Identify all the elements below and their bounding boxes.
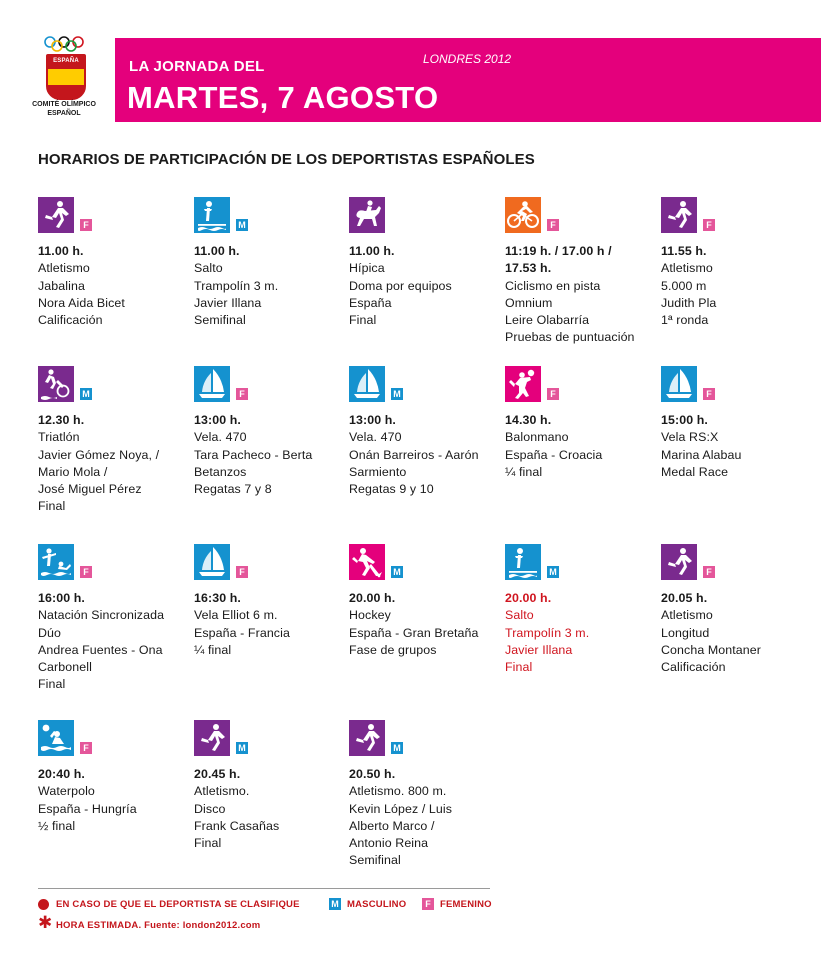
sailing-icon: [661, 366, 697, 402]
male-badge: M: [391, 566, 403, 578]
event-icons: [194, 366, 346, 406]
event-sport: Atletismo: [38, 261, 90, 276]
sailing-icon: [194, 544, 230, 580]
event-icons: [194, 544, 346, 584]
event-icons: [505, 197, 657, 237]
event-sport: Atletismo: [661, 261, 713, 276]
event-details: [194, 243, 346, 329]
event-detail-line: Omnium: [505, 295, 553, 310]
event-detail-line: Concha Montaner: [661, 642, 761, 657]
event-details: [349, 766, 501, 870]
event-time: 12.30 h.: [38, 413, 85, 427]
male-badge: M: [391, 742, 403, 754]
event-card: [661, 544, 813, 676]
event-card: [505, 544, 657, 676]
event-sport: Atletismo: [661, 608, 713, 623]
event-details: [349, 412, 501, 498]
event-detail-line: Dúo: [38, 625, 62, 640]
event-icons: [661, 197, 813, 237]
spain-shield-icon: [46, 54, 86, 100]
event-detail-line: Pruebas de puntuación: [505, 330, 635, 345]
event-detail-line: Fase de grupos: [349, 642, 437, 657]
event-sport: Hockey: [349, 608, 391, 623]
event-detail-line: España: [349, 295, 392, 310]
water-polo-icon: [38, 720, 74, 756]
event-time: 13:00 h.: [349, 413, 396, 427]
event-detail-line: Final: [194, 836, 222, 851]
event-detail-line: Leire Olabarría: [505, 313, 590, 328]
event-time: 14.30 h.: [505, 413, 552, 427]
event-sport: Triatlón: [38, 430, 80, 445]
event-time: 16:30 h.: [194, 591, 241, 605]
male-badge: M: [236, 742, 248, 754]
event-details: [349, 243, 501, 329]
event-detail-line: Doma por equipos: [349, 278, 452, 293]
female-badge: F: [547, 388, 559, 400]
athletics-icon: [194, 720, 230, 756]
event-time: 11.00 h.: [349, 244, 395, 258]
event-detail-line: Sarmiento: [349, 464, 407, 479]
female-badge: F: [703, 388, 715, 400]
event-icons: [38, 544, 190, 584]
event-detail-line: Regatas 9 y 10: [349, 482, 434, 497]
qualify-dot-icon: [38, 899, 49, 910]
event-detail-line: Antonio Reina: [349, 836, 429, 851]
event-detail-line: Longitud: [661, 625, 710, 640]
event-detail-line: Trampolín 3 m.: [194, 278, 279, 293]
female-badge: F: [80, 566, 92, 578]
event-icons: [349, 720, 501, 760]
logo-caption: COMITÉ OLÍMPICO ESPAÑOL: [32, 101, 96, 117]
event-detail-line: 1ª ronda: [661, 313, 709, 328]
legend-m-badge: M: [329, 898, 341, 910]
header-date: MARTES, 7 AGOSTO: [127, 80, 439, 115]
event-detail-line: España - Croacia: [505, 447, 603, 462]
event-card: [194, 544, 346, 659]
event-time: 20.00 h.: [349, 591, 396, 605]
event-sport: Natación Sincronizada: [38, 608, 165, 623]
female-badge: F: [80, 742, 92, 754]
event-detail-line: España - Hungría: [38, 801, 137, 816]
event-details: [661, 243, 813, 329]
event-card: [194, 366, 346, 498]
female-badge: F: [703, 219, 715, 231]
event-detail-line: Judith Pla: [661, 295, 717, 310]
male-badge: M: [236, 219, 248, 231]
event-icons: [38, 197, 190, 237]
event-card: [194, 720, 346, 852]
event-icons: [349, 544, 501, 584]
event-detail-line: Disco: [194, 801, 226, 816]
female-badge: F: [236, 388, 248, 400]
event-card: [38, 366, 190, 516]
diving-icon: [505, 544, 541, 580]
event-icons: [505, 366, 657, 406]
header-pretitle: LA JORNADA DEL: [129, 58, 265, 75]
estimated-star-icon: ✱: [38, 913, 53, 932]
event-icons: [194, 197, 346, 237]
event-detail-line: ¼ final: [194, 642, 232, 657]
header-band: [115, 38, 821, 122]
event-detail-line: Alberto Marco /: [349, 818, 435, 833]
event-detail-line: Javier Gómez Noya, /: [38, 447, 160, 462]
male-badge: M: [80, 388, 92, 400]
male-badge: M: [547, 566, 559, 578]
section-title: HORARIOS DE PARTICIPACIÓN DE LOS DEPORTISTAS ESPAÑOLES: [38, 151, 535, 168]
handball-icon: [505, 366, 541, 402]
event-details: [38, 243, 190, 329]
event-icons: [661, 544, 813, 584]
athletics-icon: [661, 544, 697, 580]
event-sport: Balonmano: [505, 430, 569, 445]
event-sport: Vela. 470: [349, 430, 402, 445]
event-detail-line: Final: [349, 313, 377, 328]
event-detail-line: Nora Aida Bicet: [38, 295, 125, 310]
event-detail-line: Frank Casañas: [194, 818, 280, 833]
male-badge: M: [391, 388, 403, 400]
event-details: [349, 590, 501, 659]
event-detail-line: Onán Barreiros - Aarón: [349, 447, 479, 462]
event-sport: Salto: [194, 261, 223, 276]
diving-icon: [194, 197, 230, 233]
event-detail-line: ½ final: [38, 818, 76, 833]
female-badge: F: [703, 566, 715, 578]
event-detail-line: España - Francia: [194, 625, 290, 640]
legend-female: FEMENINO: [440, 899, 492, 910]
equestrian-icon: [349, 197, 385, 233]
event-detail-line: Final: [505, 660, 533, 675]
event-card: [505, 366, 657, 481]
event-card: [38, 544, 190, 694]
event-time: 20.50 h.: [349, 767, 396, 781]
event-detail-line: Javier Illana: [194, 295, 262, 310]
event-detail-line: Final: [38, 499, 66, 514]
legend-male: MASCULINO: [347, 899, 407, 910]
female-badge: F: [547, 219, 559, 231]
event-details: [38, 590, 190, 694]
event-sport: Atletismo.: [194, 784, 250, 799]
shield-text: ESPAÑA: [53, 58, 79, 64]
event-detail-line: Semifinal: [194, 313, 246, 328]
event-detail-line: Calificación: [38, 313, 103, 328]
triathlon-icon: [38, 366, 74, 402]
event-detail-line: Mario Mola /: [38, 464, 108, 479]
event-detail-line: Carbonell: [38, 660, 92, 675]
event-detail-line: Jabalina: [38, 278, 85, 293]
olympic-rings-icon: [42, 36, 86, 52]
athletics-icon: [38, 197, 74, 233]
event-detail-line: Marina Alabau: [661, 447, 742, 462]
hockey-icon: [349, 544, 385, 580]
female-badge: F: [80, 219, 92, 231]
event-detail-line: Medal Race: [661, 464, 729, 479]
event-time: 11.55 h.: [661, 244, 707, 258]
event-icons: [38, 720, 190, 760]
coe-logo: [34, 36, 94, 126]
event-details: [194, 766, 346, 852]
event-detail-line: Kevin López / Luis: [349, 801, 453, 816]
event-card: [349, 197, 501, 329]
event-sport: Vela RS:X: [661, 430, 719, 445]
event-sport: Hípica: [349, 261, 385, 276]
event-card: [661, 197, 813, 329]
event-details: [661, 412, 813, 481]
event-time: 15:00 h.: [661, 413, 708, 427]
event-icons: [194, 720, 346, 760]
event-time: 20.05 h.: [661, 591, 708, 605]
event-time: 20:40 h.: [38, 767, 85, 781]
event-sport: Salto: [505, 608, 534, 623]
event-detail-line: Regatas 7 y 8: [194, 482, 272, 497]
event-details: [505, 243, 657, 347]
event-detail-line: José Miguel Pérez: [38, 482, 142, 497]
event-sport: Vela Elliot 6 m.: [194, 608, 278, 623]
event-time: 11:19 h. / 17.00 h /: [505, 244, 612, 258]
event-detail-line: Trampolín 3 m.: [505, 625, 590, 640]
event-detail-line: Final: [38, 677, 66, 692]
event-card: [505, 197, 657, 347]
event-time: 13:00 h.: [194, 413, 241, 427]
event-details: [38, 412, 190, 516]
athletics-icon: [349, 720, 385, 756]
event-detail-line: Semifinal: [349, 853, 401, 868]
event-detail-line: Andrea Fuentes - Ona: [38, 642, 163, 657]
event-time: 11.00 h.: [194, 244, 240, 258]
event-card: [38, 197, 190, 329]
event-detail-line: ¼ final: [505, 464, 543, 479]
event-details: [194, 590, 346, 659]
event-detail-line: España - Gran Bretaña: [349, 625, 479, 640]
event-sport: Waterpolo: [38, 784, 95, 799]
event-detail-line: Javier Illana: [505, 642, 573, 657]
event-detail-line: Tara Pacheco - Berta: [194, 447, 313, 462]
synchronized-swimming-icon: [38, 544, 74, 580]
event-sport: Ciclismo en pista: [505, 278, 601, 293]
event-details: [505, 412, 657, 481]
cycling-icon: [505, 197, 541, 233]
event-icons: [38, 366, 190, 406]
event-card: [349, 544, 501, 659]
event-icons: [349, 197, 501, 237]
event-detail-line: Calificación: [661, 660, 726, 675]
event-sport: Vela. 470: [194, 430, 247, 445]
athletics-icon: [661, 197, 697, 233]
sailing-icon: [194, 366, 230, 402]
event-time: 20.00 h.: [505, 591, 552, 605]
legend-qualify: EN CASO DE QUE EL DEPORTISTA SE CLASIFIQUE: [56, 899, 300, 910]
event-card: [194, 197, 346, 329]
event-time: 17.53 h.: [505, 261, 552, 276]
female-badge: F: [236, 566, 248, 578]
event-detail-line: Betanzos: [194, 464, 247, 479]
event-card: [349, 366, 501, 498]
legend-divider: [38, 888, 490, 889]
event-time: 16:00 h.: [38, 591, 85, 605]
event-icons: [349, 366, 501, 406]
sailing-icon: [349, 366, 385, 402]
event-time: 11.00 h.: [38, 244, 84, 258]
event-details: [38, 766, 190, 835]
legend-f-badge: F: [422, 898, 434, 910]
event-time: 20.45 h.: [194, 767, 241, 781]
event-card: [38, 720, 190, 835]
header-location: LONDRES 2012: [423, 52, 512, 66]
event-details: [194, 412, 346, 498]
event-sport: Atletismo. 800 m.: [349, 784, 447, 799]
event-details: [505, 590, 657, 676]
event-details: [661, 590, 813, 676]
event-card: [349, 720, 501, 870]
legend-estimated: HORA ESTIMADA. Fuente: london2012.com: [56, 920, 261, 931]
event-card: [661, 366, 813, 481]
event-detail-line: 5.000 m: [661, 278, 707, 293]
event-icons: [661, 366, 813, 406]
event-icons: [505, 544, 657, 584]
